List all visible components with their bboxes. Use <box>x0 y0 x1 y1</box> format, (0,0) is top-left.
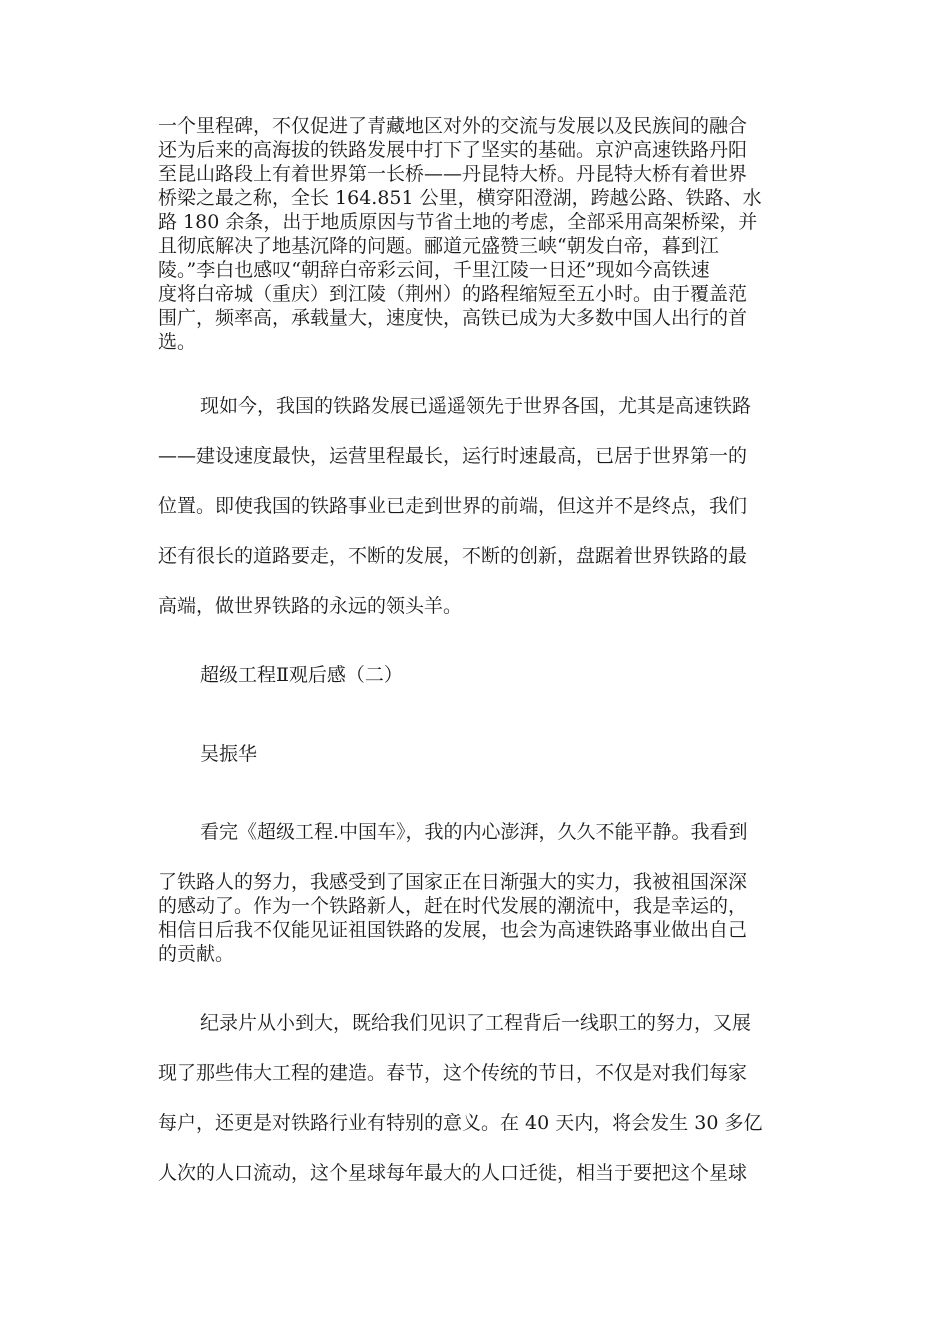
text-line: 相信日后我不仅能见证祖国铁路的发展，也会为高速铁路事业做出自己 <box>158 919 748 941</box>
text-line: 选。 <box>158 331 197 353</box>
text-line: 度将白帝城（重庆）到江陵（荆州）的路程缩短至五小时。由于覆盖范 <box>158 283 748 305</box>
text-line: 每户，还更是对铁路行业有特别的意义。在 40 天内，将会发生 30 多亿 <box>158 1112 763 1134</box>
text-line: 路 180 余条，出于地质原因与节省土地的考虑，全部采用高架桥梁，并 <box>158 211 758 233</box>
text-line: 一个里程碑，不仅促进了青藏地区对外的交流与发展以及民族间的融合 <box>158 115 748 137</box>
text-line: 的贡献。 <box>158 943 235 965</box>
text-line: 至昆山路段上有着世界第一长桥——丹昆特大桥。丹昆特大桥有着世界 <box>158 163 748 185</box>
text-line: 看完《超级工程.中国车》，我的内心澎湃，久久不能平静。我看到 <box>200 821 748 843</box>
text-line: ——建设速度最快，运营里程最长，运行时速最高，已居于世界第一的 <box>158 445 748 467</box>
text-line: 且彻底解决了地基沉降的问题。郦道元盛赞三峡“朝发白帝，暮到江 <box>158 235 719 257</box>
text-line: 人次的人口流动，这个星球每年最大的人口迁徙，相当于要把这个星球 <box>158 1162 748 1184</box>
text-line: 了铁路人的努力，我感受到了国家正在日渐强大的实力，我被祖国深深 <box>158 871 748 893</box>
article-author: 吴振华 <box>200 743 258 765</box>
text-line: 高端，做世界铁路的永远的领头羊。 <box>158 595 463 617</box>
text-line: 还有很长的道路要走，不断的发展，不断的创新，盘踞着世界铁路的最 <box>158 545 748 567</box>
text-line: 位置。即使我国的铁路事业已走到世界的前端，但这并不是终点，我们 <box>158 495 748 517</box>
text-line: 的感动了。作为一个铁路新人，赶在时代发展的潮流中，我是幸运的， <box>158 895 748 917</box>
text-line: 还为后来的高海拔的铁路发展中打下了坚实的基础。京沪高速铁路丹阳 <box>158 139 748 161</box>
text-line: 围广，频率高，承载量大，速度快，高铁已成为大多数中国人出行的首 <box>158 307 748 329</box>
text-line: 桥梁之最之称，全长 164.851 公里，横穿阳澄湖，跨越公路、铁路、水 <box>158 187 762 209</box>
text-line: 陵。”李白也感叹“朝辞白帝彩云间，千里江陵一日还”现如今高铁速 <box>158 259 710 281</box>
text-line: 纪录片从小到大，既给我们见识了工程背后一线职工的努力，又展 <box>200 1012 752 1034</box>
article-title: 超级工程Ⅱ观后感（二） <box>200 664 403 686</box>
text-line: 现如今，我国的铁路发展已遥遥领先于世界各国，尤其是高速铁路 <box>200 395 752 417</box>
text-line: 现了那些伟大工程的建造。春节，这个传统的节日，不仅是对我们每家 <box>158 1062 748 1084</box>
